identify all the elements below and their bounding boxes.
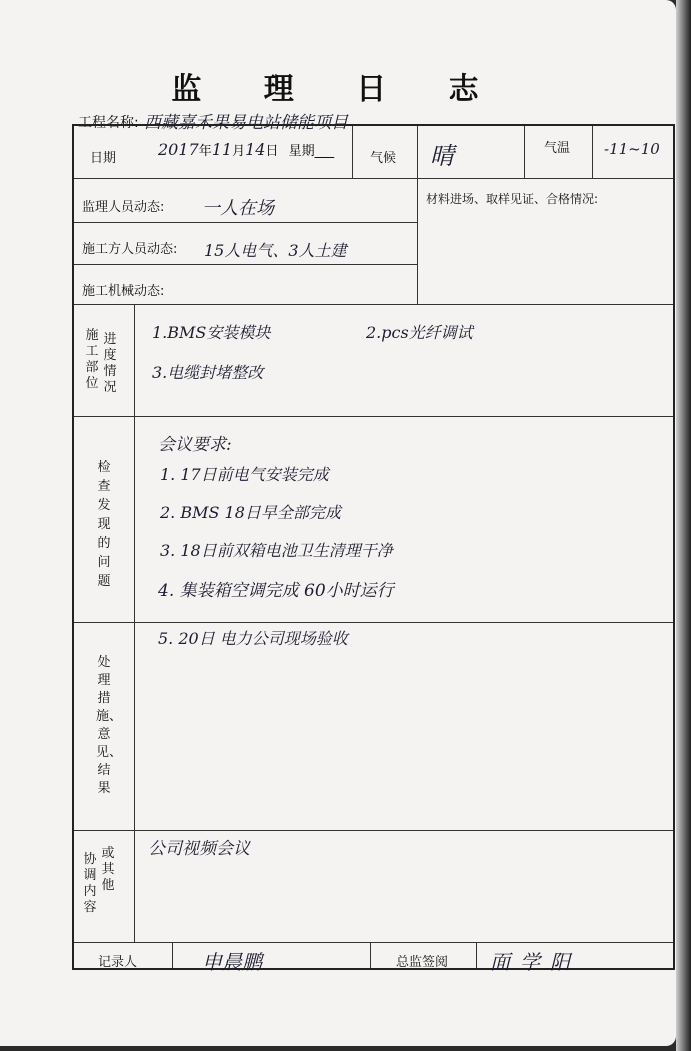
row-divider [74,622,673,623]
page-title: 监 理 日 志 [171,72,505,107]
measures-item-1: 5. 20日 电力公司现场验收 [158,629,348,648]
row-divider [74,178,673,179]
temperature-value: -11~10 [604,140,660,158]
progress-item-3: 3.电缆封堵整改 [152,363,264,382]
weather-value: 晴 [430,142,454,170]
project-name-value: 西藏嘉禾果易电站储能项目 [144,113,348,133]
meeting-heading: 会议要求: [158,435,232,455]
col-divider [417,126,418,304]
progress-item-2: 2.pcs光纤调试 [366,323,473,342]
coordination-label-a: 协调内容 [83,852,97,915]
row-divider [74,416,673,417]
contractor-status-value: 15人电气、3人土建 [204,241,347,260]
date-month-suffix: 月 [232,144,246,159]
coordination-value: 公司视频会议 [148,839,250,859]
row-divider [74,304,673,305]
col-divider [370,942,371,968]
materials-label: 材料进场、取样见证、合格情况: [426,192,599,206]
contractor-status-label: 施工方人员动态: [82,242,178,257]
temperature-label: 气温 [544,141,571,156]
date-year: 2017 [158,140,199,159]
progress-item-1: 1.BMS安装模块 [152,323,271,342]
machinery-status-label: 施工机械动态: [82,284,165,299]
date-year-suffix: 年 [198,144,212,159]
col-divider [524,126,525,178]
inspection-item-2: 2. BMS 18日早全部完成 [160,503,341,522]
row-divider [74,830,673,831]
inspection-item-4: 4. 集装箱空调完成 60小时运行 [158,581,394,601]
date-day: 14 [245,140,266,159]
date-month: 11 [211,140,233,159]
measures-section-label: 处理措施、意见、结果 [96,655,123,796]
col-divider [476,942,477,968]
supervisor-status-value: 一人在场 [202,198,274,219]
inspection-item-1: 1. 17日前电气安装完成 [160,465,329,484]
col-divider [172,942,173,968]
col-divider [134,304,135,942]
date-field [158,140,334,159]
chief-review-label: 总监签阅 [396,955,449,970]
row-divider [74,264,417,265]
recorder-label: 记录人 [98,955,138,970]
col-divider [592,126,593,178]
row-divider [74,222,417,223]
supervisor-status-label: 监理人员动态: [82,200,165,215]
progress-section-label-b: 进度情况 [103,332,117,395]
binding-edge [676,0,691,1051]
row-divider [74,942,673,943]
date-day-suffix: 日 [265,144,279,159]
col-divider [352,126,353,178]
coordination-label-b: 或其他 [101,846,115,893]
log-form-table [72,124,675,974]
inspection-item-3: 3. 18日前双箱电池卫生清理干净 [160,541,393,560]
progress-section-label-a: 施工部位 [85,328,99,391]
recorder-signature: 申晨鹏 [202,950,262,974]
week-label: 星期___ [288,144,335,159]
date-label: 日期 [90,151,117,166]
project-name-label: 工程名称: [78,115,139,131]
weather-label: 气候 [370,151,397,166]
inspection-section-label: 检查发现的问题 [97,460,111,589]
chief-signature: 面学阳 [490,950,580,974]
